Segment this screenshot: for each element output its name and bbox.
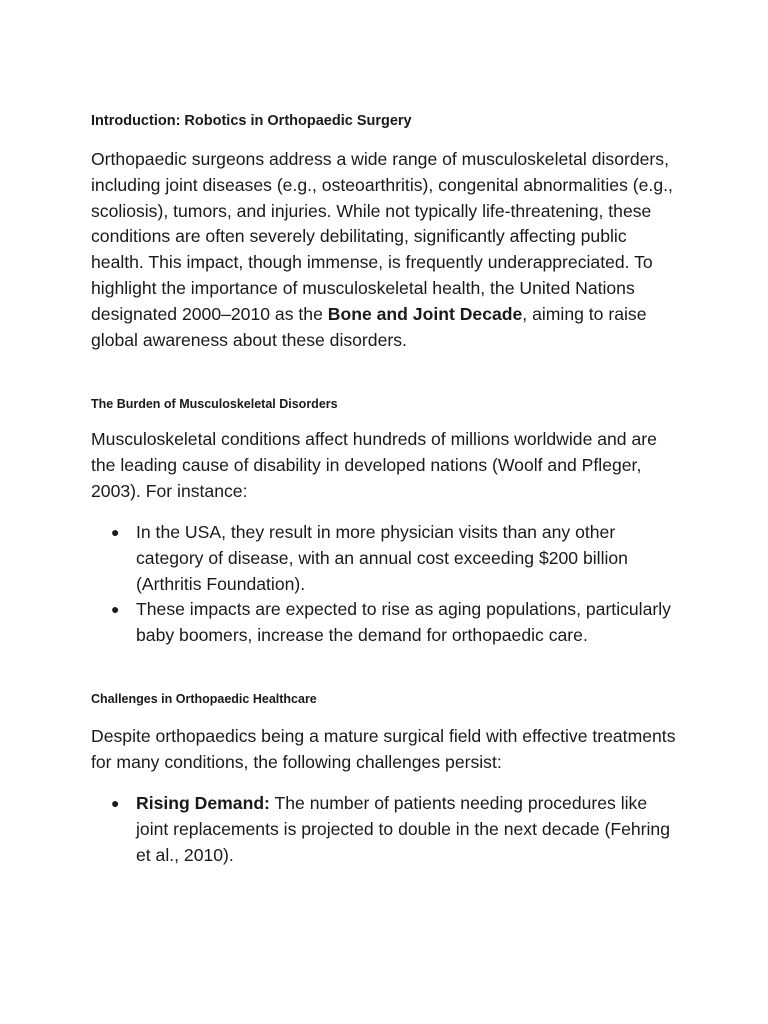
bullet-icon: ● — [111, 524, 120, 540]
bullet-bold-term: Rising Demand: — [136, 793, 270, 813]
bullet-icon: ● — [111, 601, 120, 618]
document-title: Introduction: Robotics in Orthopaedic Surgery — [91, 113, 412, 129]
section-heading-challenges: Challenges in Orthopaedic Healthcare — [91, 692, 317, 706]
intro-text-end: , aiming to raise global awareness about these disorders. — [91, 303, 647, 350]
bullet-text: The number of patients needing procedures like joint replacements is projected to double in the next decade (Fehring et al., 2010). — [136, 793, 670, 865]
challenges-paragraph: Despite orthopaedics being a mature surgical field with effective treatments for many conditions, the following challenges persist: — [91, 726, 676, 772]
burden-paragraph: Musculoskeletal conditions affect hundreds of millions worldwide and are the leading cause of disability in developed nations (Woolf and Pfleger, 2003). For instance: — [91, 429, 657, 501]
challenges-bullet-list — [91, 791, 681, 868]
bullet-icon: ● — [111, 795, 120, 811]
list-item — [91, 791, 681, 868]
intro-bold-term: Bone and Joint Decade — [327, 303, 523, 324]
bullet-text: In the USA, they result in more physician visits than any other category of disease, with an annual cost exceeding $200 billion (Arthritis Foundation). — [136, 522, 628, 594]
burden-bullet-list — [91, 520, 681, 649]
list-item — [91, 520, 681, 597]
section-heading-burden: The Burden of Musculoskeletal Disorders — [91, 397, 338, 411]
intro-text-start: Orthopaedic surgeons address a wide range of musculoskeletal disorders, including joint diseases (e.g., osteoarthritis), congenital abnormalities (e.g., scoliosis), tumors, and injuries. While not typically life-threatening, these conditions are often severely debilitating, significantly affecting public health. This impact, though immense, is frequently underappreciated. To highlight the importance of musculoskeletal health, the United Nations designated 2000–2010 as the — [91, 149, 673, 324]
bullet-text: These impacts are expected to rise as aging populations, particularly baby boomers, increase the demand for orthopaedic care. — [136, 599, 671, 646]
intro-paragraph — [91, 147, 681, 353]
list-item — [91, 597, 681, 649]
